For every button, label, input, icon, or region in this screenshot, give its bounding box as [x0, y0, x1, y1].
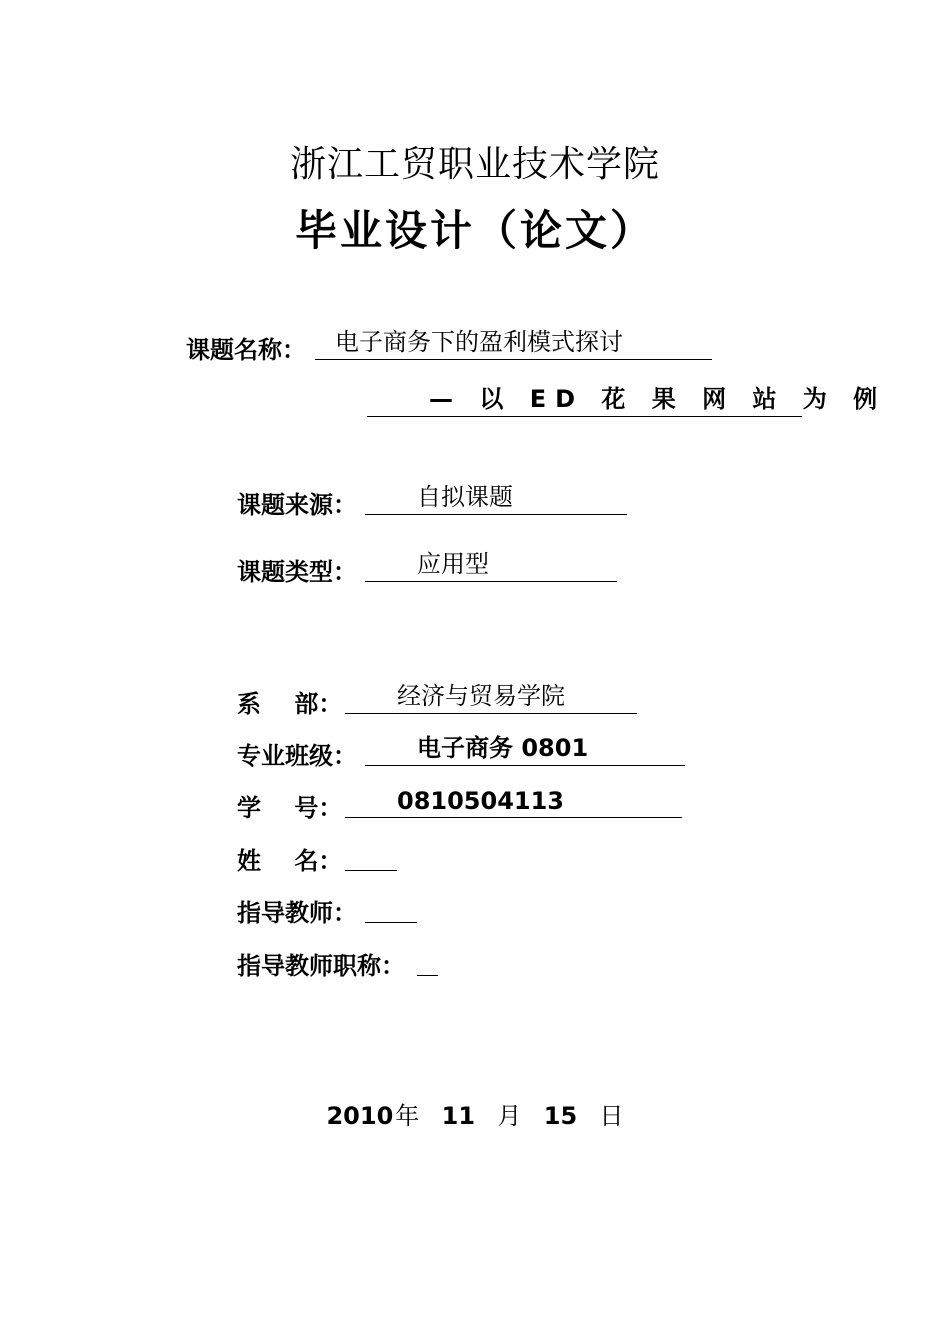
department-label: 系 部： — [237, 690, 343, 718]
type-value: 应用型 — [417, 550, 489, 578]
type-label: 课题类型： — [237, 558, 357, 586]
topic-value: 电子商务下的盈利模式探讨 — [335, 328, 623, 356]
school-name: 浙江工贸职业技术学院 — [289, 144, 660, 185]
date-year: 2010 — [326, 1102, 394, 1130]
student-id-value: 0810504113 — [397, 787, 564, 815]
source-value: 自拟课题 — [417, 483, 513, 511]
subtitle-value: — 以 ED 花 果 网 站 为 例 — [429, 385, 887, 413]
advisor-field — [365, 890, 417, 923]
date-year-unit: 年 — [395, 1102, 420, 1130]
source-label: 课题来源： — [237, 491, 357, 519]
date-day-unit: 日 — [599, 1102, 624, 1130]
department-value: 经济与贸易学院 — [397, 682, 565, 710]
date-day: 15 — [543, 1102, 578, 1130]
date-month-unit: 月 — [497, 1102, 522, 1130]
type-field — [365, 549, 617, 582]
source-field — [365, 482, 627, 515]
department-field — [345, 681, 637, 714]
date — [0, 1096, 950, 1131]
name-field — [345, 838, 397, 871]
advisor-label: 指导教师： — [237, 899, 357, 927]
student-id-label: 学 号： — [237, 794, 343, 822]
class-label: 专业班级： — [237, 742, 357, 770]
advisor-title-label: 指导教师职称： — [237, 952, 405, 980]
student-id-field — [345, 785, 682, 818]
class-field — [365, 733, 685, 766]
document-type-title: 毕业设计（论文） — [294, 206, 655, 255]
topic-field — [315, 327, 712, 360]
class-value: 电子商务 0801 — [417, 734, 589, 762]
subtitle-field — [367, 384, 887, 417]
advisor-title-field — [417, 943, 438, 976]
name-label: 姓 名： — [237, 847, 343, 875]
date-month: 11 — [441, 1102, 476, 1130]
topic-label: 课题名称： — [186, 336, 306, 364]
